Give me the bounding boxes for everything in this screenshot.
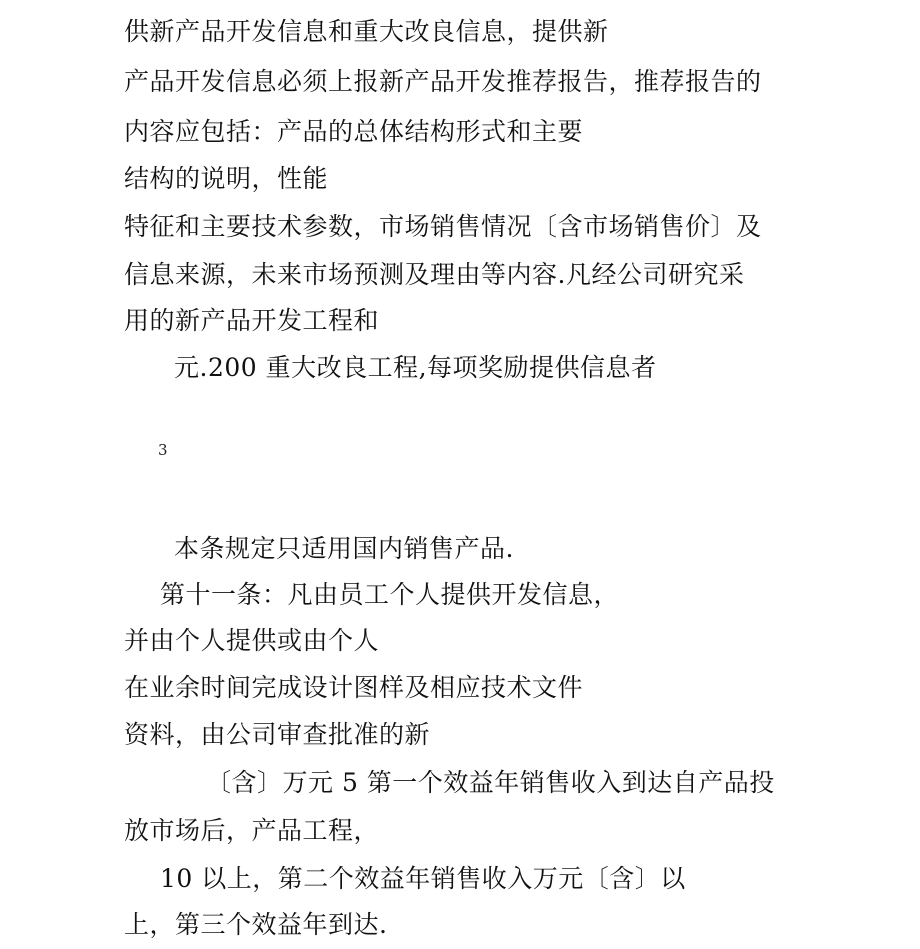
text-line-5: 特征和主要技术参数，市场销售情况〔含市场销售价〕及: [124, 212, 762, 241]
text-line-14: 〔含〕万元 5 第一个效益年销售收入到达自产品投: [206, 768, 775, 797]
text-line-6: 信息来源，未来市场预测及理由等内容.凡经公司研究采: [124, 260, 745, 289]
text-line-17: 上，第三个效益年到达.: [124, 910, 388, 939]
text-line-10: 第十一条：凡由员工个人提供开发信息，: [160, 580, 620, 609]
text-line-11: 并由个人提供或由个人: [124, 626, 380, 655]
text-line-15: 放市场后，产品工程，: [124, 816, 380, 845]
page-number: 3: [158, 441, 168, 459]
text-line-16: 10 以上，第二个效益年销售收入万元〔含〕以: [160, 864, 686, 893]
text-line-12: 在业余时间完成设计图样及相应技术文件: [124, 673, 584, 702]
text-line-1: 供新产品开发信息和重大改良信息，提供新: [124, 17, 609, 46]
text-line-7: 用的新产品开发工程和: [124, 306, 380, 335]
text-line-3: 内容应包括：产品的总体结构形式和主要: [124, 117, 584, 146]
text-line-8: 元.200 重大改良工程,每项奖励提供信息者: [174, 353, 657, 382]
text-line-4: 结构的说明，性能: [124, 164, 329, 193]
text-line-9: 本条规定只适用国内销售产品.: [174, 534, 514, 563]
text-line-2: 产品开发信息必须上报新产品开发推荐报告，推荐报告的: [124, 67, 762, 96]
text-line-13: 资料，由公司审查批准的新: [124, 720, 431, 749]
